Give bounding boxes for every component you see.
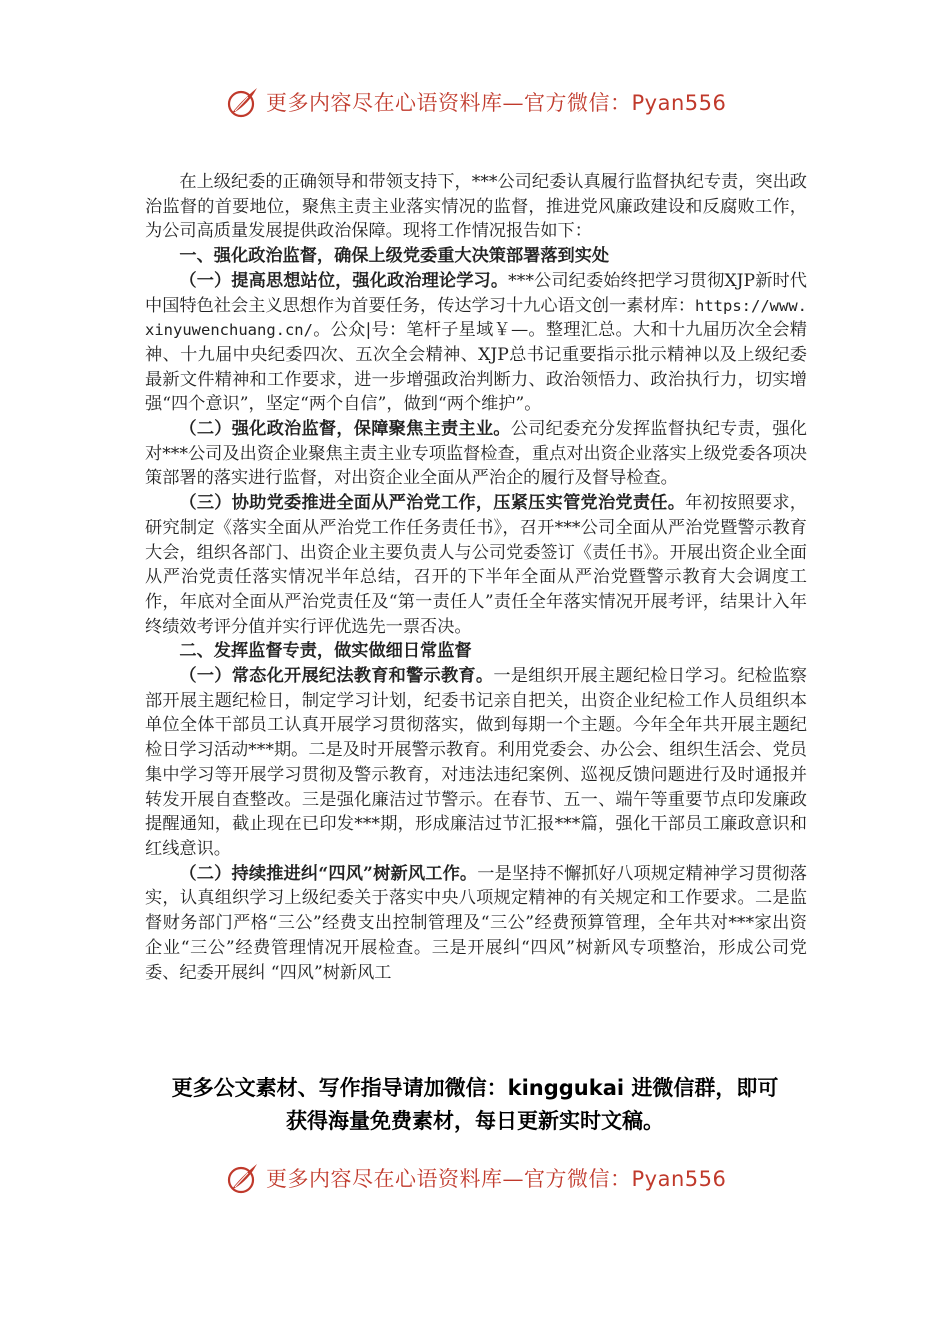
footer-banner-text xyxy=(266,1163,726,1193)
footer-banner-wechat-id: Pyan556 xyxy=(631,1167,727,1191)
quill-logo-icon xyxy=(226,85,260,119)
section-1-paragraph-1 xyxy=(145,269,807,417)
footer-banner-inner xyxy=(226,1158,726,1198)
section-2-paragraph-1 xyxy=(145,664,807,862)
quill-logo-icon xyxy=(226,1161,260,1195)
section-1-paragraph-2 xyxy=(145,417,807,491)
section-1-paragraph-1-text-a: ***公司纪委始终把学习贯彻XJP新时代中国特色社会主义思想作为首要任务，传达学习十九心语文创一素材库： xyxy=(145,270,807,316)
promo-block xyxy=(100,1072,850,1138)
promo-line-2: 获得海量免费素材，每日更新实时文稿。 xyxy=(286,1109,664,1133)
section-1-paragraph-2-lead: （二）强化政治监督，保障聚焦主责主业。 xyxy=(179,419,511,440)
section-2-heading: 二、发挥监督专责，做实做细日常监督 xyxy=(179,641,472,662)
section-1-paragraph-3 xyxy=(145,491,807,639)
section-2-paragraph-1-text: 一是组织开展主题纪检日学习。纪检监察部开展主题纪检日，制定学习计划，纪委书记亲自把关，出资企业纪检工作人员组织本单位全体干部员工认真开展学习贯彻落实，做到每期一个主题。今年全年共开展主题纪检日学习活动***期。二是及时开展警示教育。利用党委会、办公会、组织生活会、党员集中学习等开展学习贯彻及警示教育，对违法违纪案例、巡视反馈问题进行及时通报并转发开展自查整改。三是强化廉洁过节警示。在春节、五一、端午等重要节点印发廉政提醒通知，截止现在已印发***期，形成廉洁过节汇报***篇，强化干部员工廉政意识和红线意识。 xyxy=(145,666,807,859)
header-banner-text xyxy=(266,87,726,117)
section-1-paragraph-1-url: https://www.xinyuwenchuang.cn/ xyxy=(145,296,807,340)
footer-banner-label: 更多内容尽在心语资料库—官方微信： xyxy=(266,1167,632,1191)
section-1-paragraph-3-lead: （三）协助党委推进全面从严治党工作，压紧压实管党治党责任。 xyxy=(179,493,686,514)
header-banner-wechat-id: Pyan556 xyxy=(631,91,727,115)
section-1-heading: 一、强化政治监督，确保上级党委重大决策部署落到实处 xyxy=(179,246,610,267)
section-1-paragraph-1-lead: （一）提高思想站位，强化政治理论学习。 xyxy=(179,270,509,291)
section-2-paragraph-2-lead: （二）持续推进纠“四风”树新风工作。 xyxy=(179,863,478,884)
promo-line-1: 更多公文素材、写作指导请加微信：kinggukai 进微信群，即可 xyxy=(171,1076,779,1100)
header-banner-inner xyxy=(226,82,726,122)
header-banner-label: 更多内容尽在心语资料库—官方微信： xyxy=(266,91,632,115)
section-2-paragraph-2 xyxy=(145,862,807,986)
intro-paragraph: 在上级纪委的正确领导和带领支持下，***公司纪委认真履行监督执纪专责，突出政治监督的首要地位，聚焦主责主业落实情况的监督，推进党风廉政建设和反腐败工作，为公司高质量发展提供政治保障。现将工作情况报告如下： xyxy=(145,172,807,242)
section-2-paragraph-2-text: 一是坚持不懈抓好八项规定精神学习贯彻落实，认真组织学习上级纪委关于落实中央八项规定精神的有关规定和工作要求。二是监督财务部门严格“三公”经费支出控制管理及“三公”经费预算管理，全年共对***家出资企业“三公”经费管理情况开展检查。三是开展纠“四风”树新风专项整治，形成公司党委、纪委开展纠 “四风”树新风工 xyxy=(145,863,807,983)
section-1-paragraph-1-text-b: 。公众|号：笔杆子星域￥—。整理汇总。大和十九届历次全会精神、十九届中央纪委四次、五次全会精神、XJP总书记重要指示批示精神以及上级纪委最新文件精神和工作要求，进一步增强政治判断力、政治领悟力、政治执行力，切实增强“四个意识”，坚定“两个自信”，做到“两个维护”。 xyxy=(145,320,807,415)
document-body xyxy=(145,170,807,985)
section-1-paragraph-2-text: 公司纪委充分发挥监督执纪专责，强化对***公司及出资企业聚焦主责主业专项监督检查，重点对出资企业落实上级党委各项决策部署的落实进行监督，对出资企业全面从严治企的履行及督导检查。 xyxy=(145,419,807,489)
section-2-paragraph-1-lead: （一）常态化开展纪法教育和警示教育。 xyxy=(179,666,494,687)
section-1-paragraph-3-text: 年初按照要求，研究制定《落实全面从严治党工作任务责任书》，召开***公司全面从严治党暨警示教育大会，组织各部门、出资企业主要负责人与公司党委签订《责任书》。开展出资企业全面从严治党责任落实情况半年总结，召开的下半年全面从严治党暨警示教育大会调度工作，年底对全面从严治党责任及“第一责任人”责任全年落实情况开展考评，结果计入年终绩效考评分值并实行评优选先一票否决。 xyxy=(145,493,807,637)
header-banner xyxy=(0,82,950,122)
footer-banner xyxy=(0,1158,950,1198)
